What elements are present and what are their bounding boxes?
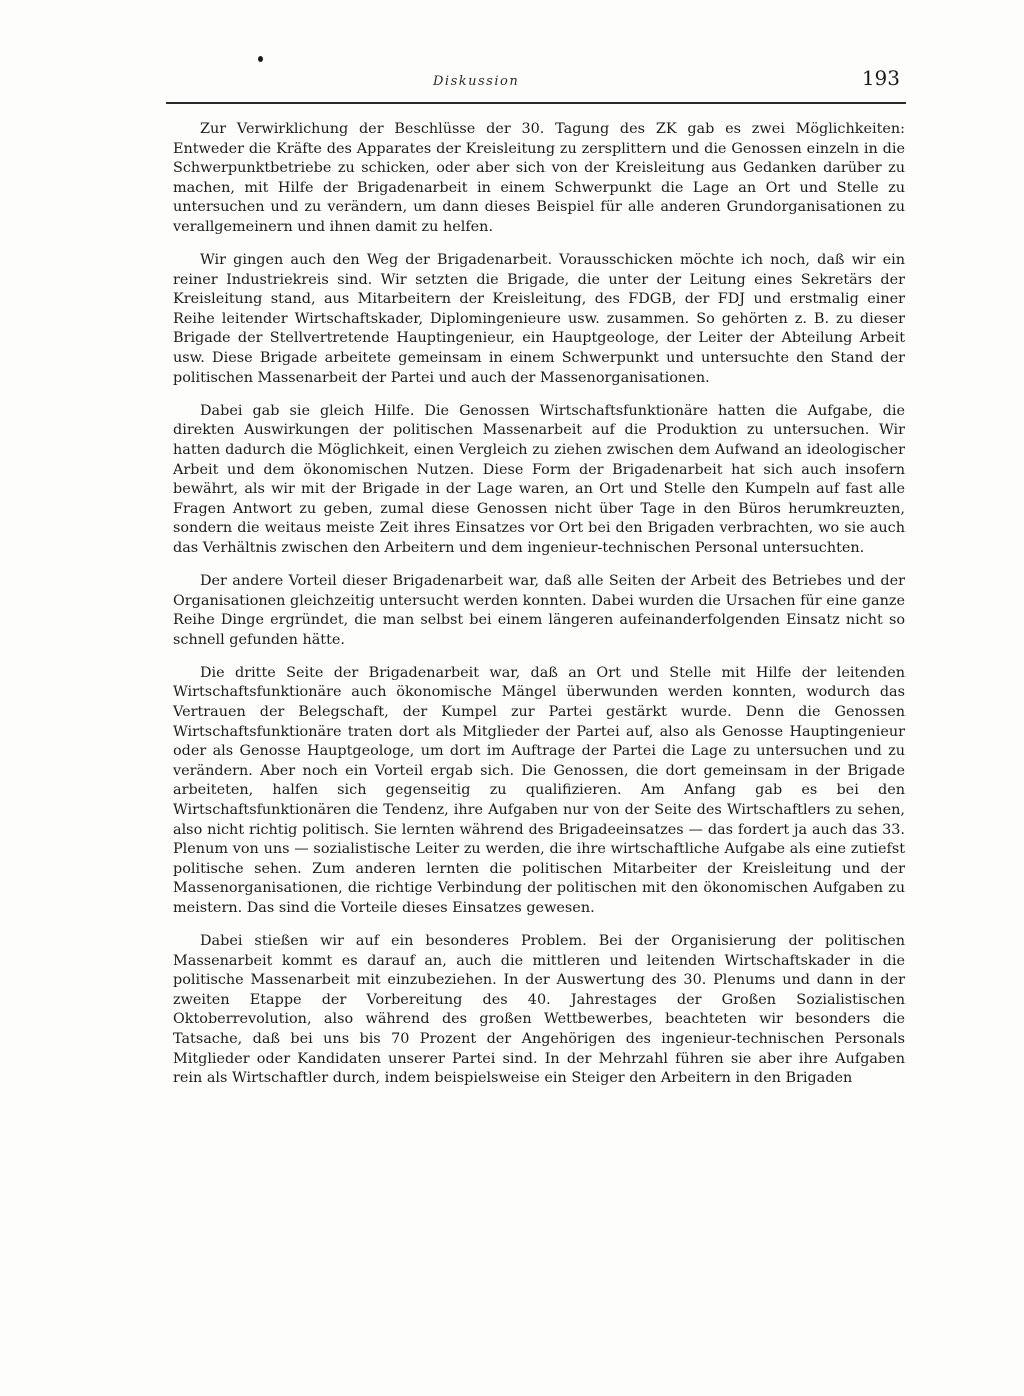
paragraph-3: Dabei gab sie gleich Hilfe. Die Genossen Wirtschaftsfunktionäre hatten die Aufgabe, die direkten Auswirkungen der politischen Massenarbeit auf die Produktion zu untersuchen. Wir hatten dadurch die Möglichkeit, einen Vergleich zu ziehen zwischen dem Aufwand an ideologischer Arbeit und dem ökonomischen Nutzen. Diese Form der Brigadenarbeit hat sich auch insofern bewährt, als wir mit der Brigade in der Lage waren, an Ort und Stelle den Kumpeln auf fast alle Fragen Antwort zu geben, zumal diese Genossen nicht über Tage in den Büros herumkreuzten, sondern die weitaus meiste Zeit ihres Einsatzes vor Ort bei den Brigaden verbrachten, wo sie auch das Verhältnis zwischen den Arbeitern und dem ingenieur-technischen Personal untersuchten. [173,402,905,556]
paragraph-2: Wir gingen auch den Weg der Brigadenarbeit. Vorausschicken möchte ich noch, daß wir ein reiner Industriekreis sind. Wir setzten die Brigade, die unter der Leitung eines Sekretärs der Kreisleitung stand, aus Mitarbeitern der Kreisleitung, des FDGB, der FDJ und erstmalig einer Reihe leitender Wirtschaftskader, Diplomingenieure usw. zusammen. So gehörten z. B. zu dieser Brigade der Stellvertretende Hauptingenieur, ein Hauptgeologe, der Leiter der Abteilung Arbeit usw. Diese Brigade arbeitete gemeinsam in einem Schwerpunkt und untersuchte den Stand der politischen Massenarbeit der Partei und auch der Massenorganisationen. [173,252,905,386]
page-number: 193 [861,66,900,90]
paragraph-6: Dabei stießen wir auf ein besonderes Problem. Bei der Organisierung der politischen Massenarbeit kommt es darauf an, auch die mittleren und leitenden Wirtschaftskader in die politische Massenarbeit mit einzubeziehen. In der Auswertung des 30. Plenums und dann in der zweiten Etappe der Vorbereitung des 40. Jahrestages der Großen Sozialistischen Oktoberrevolution, also während des großen Wettbewerbes, beachteten wir besonders die Tatsache, daß bei uns bis 70 Prozent der Angehörigen des ingenieur-technischen Personals Mitglieder oder Kandidaten unserer Partei sind. In der Mehrzahl führen sie aber ihre Aufgaben rein als Wirtschaftler durch, indem beispielsweise ein Steiger den Arbeitern in den Brigaden [173,933,905,1087]
page-header [166,62,906,104]
body-text [173,120,905,1089]
paragraph-5: Die dritte Seite der Brigadenarbeit war, daß an Ort und Stelle mit Hilfe der leitenden Wirtschaftsfunktionäre auch ökonomische Mängel überwunden werden konnten, wodurch das Vertrauen der Belegschaft, der Kumpel zur Partei gestärkt wurde. Denn die Genossen Wirtschaftsfunktionäre traten dort als Mitglieder der Partei auf, also als Genosse Hauptingenieur oder als Genosse Hauptgeologe, um dort im Auftrage der Partei die Lage zu untersuchen und zu verändern. Aber noch ein Vorteil ergab sich. Die Genossen, die dort gemeinsam in der Brigade arbeiteten, halfen sich gegenseitig zu qualifizieren. Am Anfang gab es bei den Wirtschaftsfunktionären die Tendenz, ihre Aufgaben nur von der Seite des Wirtschaftlers zu sehen, also nicht richtig politisch. Sie lernten während des Brigadeeinsatzes — das fordert ja auch das 33. Plenum von uns — sozialistische Leiter zu werden, die ihre wirtschaftliche Aufgabe als eine zutiefst politische sehen. Zum anderen lernten die politischen Mitarbeiter der Kreisleitung und der Massenorganisationen, die richtige Verbindung der politischen mit den ökonomischen Aufgaben zu meistern. Das sind die Vorteile dieses Einsatzes gewesen. [173,664,905,916]
running-head: Diskussion [433,74,520,89]
paragraph-4: Der andere Vorteil dieser Brigadenarbeit war, daß alle Seiten der Arbeit des Betriebes und der Organisationen gleichzeitig untersucht werden konnten. Dabei wurden die Ursachen für eine ganze Reihe Dinge ergründet, die man selbst bei einem längeren aufeinanderfolgenden Einsatz nicht so schnell gefunden hätte. [173,572,905,648]
paragraph-1: Zur Verwirklichung der Beschlüsse der 30. Tagung des ZK gab es zwei Möglichkeiten: Entweder die Kräfte des Apparates der Kreisleitung zu zersplittern und die Genossen einzeln in die Schwerpunktbetriebe zu schicken, oder aber sich von der Kreisleitung aus Gedanken darüber zu machen, mit Hilfe der Brigadenarbeit in einem Schwerpunkt die Lage an Ort und Stelle zu untersuchen und zu verändern, um dann dieses Beispiel für alle anderen Grundorganisationen zu verallgemeinern und ihnen damit zu helfen. [173,121,905,235]
